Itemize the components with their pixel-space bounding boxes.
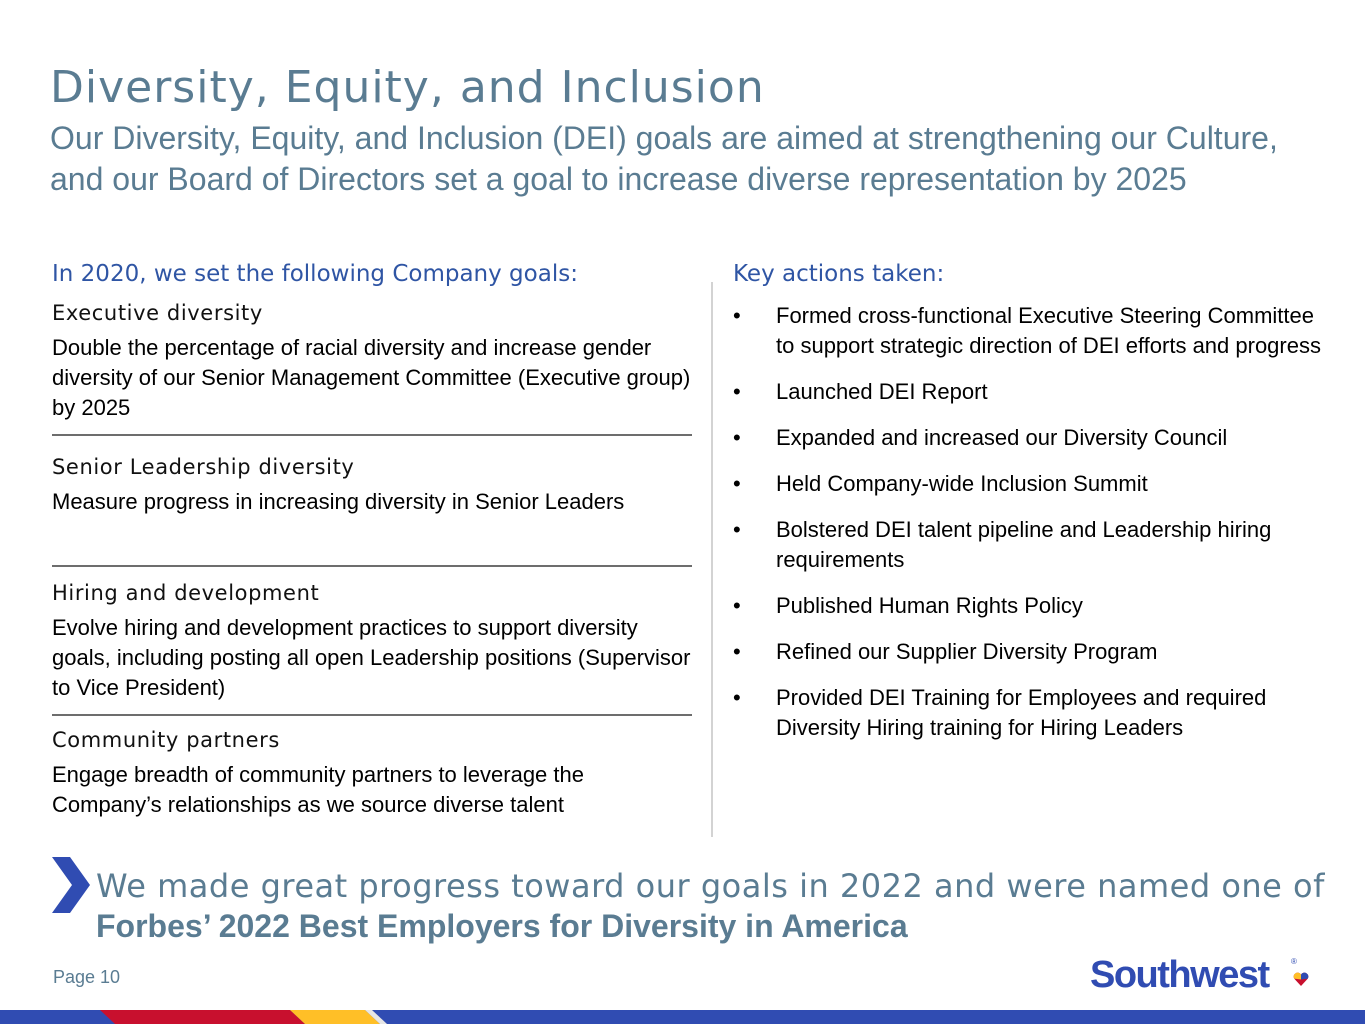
goal-description: Evolve hiring and development practices to support diversity goals, including posting all open Leadership positions (Supervisor to Vice President)	[52, 615, 691, 700]
goal-description: Measure progress in increasing diversity in Senior Leaders	[52, 489, 625, 514]
goal-title: Community partners	[52, 728, 280, 752]
bullet: •	[733, 303, 741, 328]
bullet: •	[733, 471, 741, 496]
registered-mark: ®	[1291, 957, 1297, 966]
heart-icon	[1293, 971, 1309, 987]
bullet: •	[733, 379, 741, 404]
goal-title: Hiring and development	[52, 581, 320, 605]
page-subtitle: Our Diversity, Equity, and Inclusion (DEI) goals are aimed at strengthening our Culture, and our Board of Directors set a goal to increase diverse representation by 2025	[50, 120, 1278, 197]
action-text: Refined our Supplier Diversity Program	[776, 639, 1158, 664]
bullet: •	[733, 685, 741, 710]
action-item	[733, 683, 1333, 743]
actions-list	[733, 301, 1333, 759]
action-text: Bolstered DEI talent pipeline and Leadership hiring requirements	[776, 517, 1272, 572]
column-divider	[711, 282, 713, 837]
action-item	[733, 469, 1333, 499]
actions-heading: Key actions taken:	[733, 261, 945, 287]
goal-community-partners	[52, 728, 692, 820]
goal-divider	[52, 434, 692, 436]
footer-stripe	[0, 1010, 1365, 1024]
banner-line-2: Forbes’ 2022 Best Employers for Diversity in America	[96, 908, 908, 944]
action-text: Formed cross-functional Executive Steering Committee to support strategic direction of DEI efforts and progress	[776, 303, 1321, 358]
action-text: Expanded and increased our Diversity Council	[776, 425, 1228, 450]
page-number: Page 10	[53, 967, 121, 987]
progress-banner	[96, 866, 1346, 946]
bullet: •	[733, 517, 741, 542]
goal-description: Engage breadth of community partners to leverage the Company’s relationships as we source diverse talent	[52, 762, 584, 817]
action-text: Provided DEI Training for Employees and required Diversity Hiring training for Hiring Leaders	[776, 685, 1267, 740]
bullet: •	[733, 639, 741, 664]
goal-description: Double the percentage of racial diversity and increase gender diversity of our Senior Management Committee (Executive group) by 2025	[52, 335, 691, 420]
action-text: Held Company-wide Inclusion Summit	[776, 471, 1148, 496]
bullet: •	[733, 425, 741, 450]
goal-title: Executive diversity	[52, 301, 263, 325]
chevron-right-icon	[52, 857, 92, 913]
action-item	[733, 515, 1333, 575]
bullet: •	[733, 593, 741, 618]
southwest-logo	[1090, 954, 1297, 996]
action-text: Launched DEI Report	[776, 379, 988, 404]
logo-wordmark: Southwest	[1090, 954, 1269, 996]
action-item	[733, 301, 1333, 361]
goal-divider	[52, 565, 692, 567]
goal-divider	[52, 714, 692, 716]
action-text: Published Human Rights Policy	[776, 593, 1083, 618]
goal-senior-leadership-diversity	[52, 455, 692, 517]
page-title: Diversity, Equity, and Inclusion	[50, 62, 765, 113]
action-item	[733, 377, 1333, 407]
action-item	[733, 591, 1333, 621]
goals-heading: In 2020, we set the following Company goals:	[52, 261, 578, 287]
action-item	[733, 423, 1333, 453]
banner-line-1: We made great progress toward our goals in 2022 and were named one of	[96, 867, 1325, 905]
goal-hiring-development	[52, 581, 692, 703]
goal-executive-diversity	[52, 301, 692, 423]
action-item	[733, 637, 1333, 667]
goal-title: Senior Leadership diversity	[52, 455, 355, 479]
